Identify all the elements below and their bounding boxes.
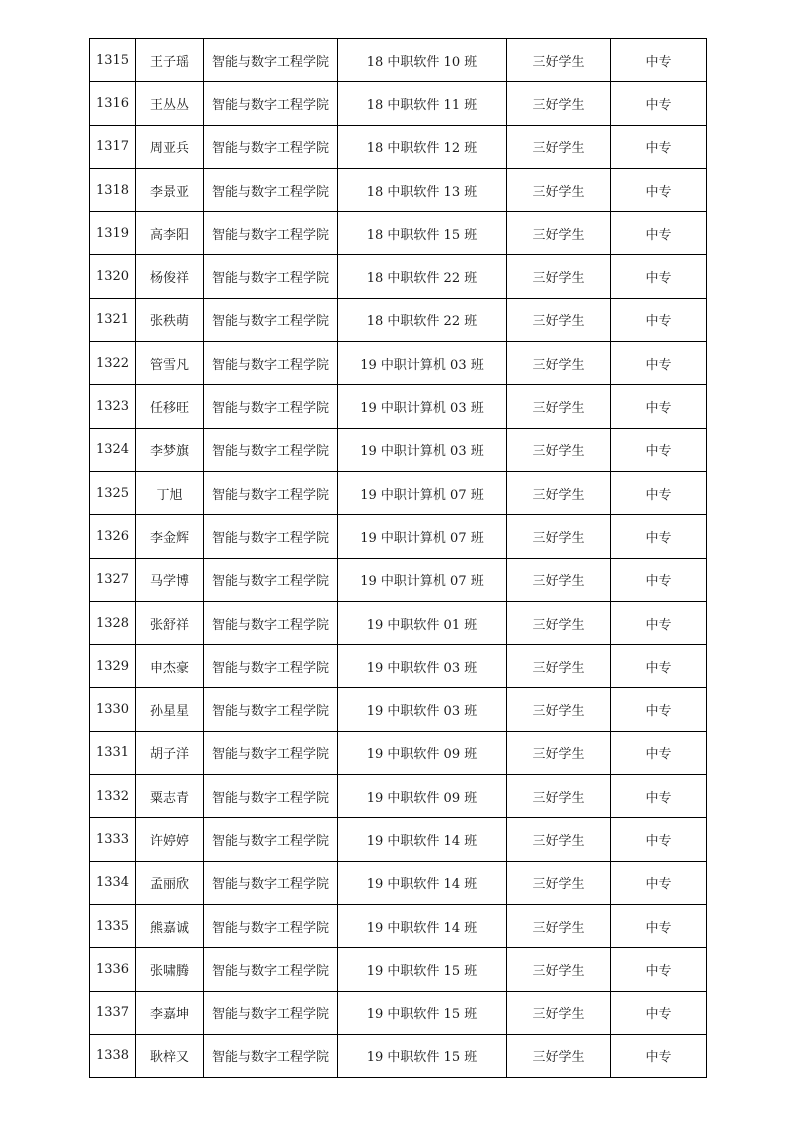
serial-number-cell: 1319 — [90, 212, 136, 255]
table-row — [90, 645, 707, 688]
table-row — [90, 82, 707, 125]
college-cell: 智能与数字工程学院 — [204, 212, 338, 255]
table-row — [90, 385, 707, 428]
college-cell: 智能与数字工程学院 — [204, 428, 338, 471]
college-cell: 智能与数字工程学院 — [204, 168, 338, 211]
student-name-cell: 孙星星 — [136, 688, 204, 731]
award-cell: 三好学生 — [507, 601, 611, 644]
table-row — [90, 818, 707, 861]
serial-number-cell: 1331 — [90, 731, 136, 774]
serial-number-cell: 1315 — [90, 39, 136, 82]
college-cell: 智能与数字工程学院 — [204, 775, 338, 818]
award-cell: 三好学生 — [507, 904, 611, 947]
table-row — [90, 255, 707, 298]
student-name-cell: 孟丽欣 — [136, 861, 204, 904]
level-cell: 中专 — [611, 125, 707, 168]
level-cell: 中专 — [611, 904, 707, 947]
class-cell: 19 中职计算机 03 班 — [338, 428, 507, 471]
table-row — [90, 861, 707, 904]
table-row — [90, 342, 707, 385]
level-cell: 中专 — [611, 471, 707, 514]
level-cell: 中专 — [611, 515, 707, 558]
award-cell: 三好学生 — [507, 342, 611, 385]
student-name-cell: 马学博 — [136, 558, 204, 601]
college-cell: 智能与数字工程学院 — [204, 1034, 338, 1077]
serial-number-cell: 1325 — [90, 471, 136, 514]
serial-number-cell: 1338 — [90, 1034, 136, 1077]
class-cell: 19 中职软件 09 班 — [338, 731, 507, 774]
table-row — [90, 428, 707, 471]
class-cell: 19 中职软件 14 班 — [338, 818, 507, 861]
table-row — [90, 731, 707, 774]
serial-number-cell: 1321 — [90, 298, 136, 341]
serial-number-cell: 1330 — [90, 688, 136, 731]
student-name-cell: 任移旺 — [136, 385, 204, 428]
student-name-cell: 李金辉 — [136, 515, 204, 558]
award-cell: 三好学生 — [507, 991, 611, 1034]
award-cell: 三好学生 — [507, 558, 611, 601]
serial-number-cell: 1317 — [90, 125, 136, 168]
college-cell: 智能与数字工程学院 — [204, 255, 338, 298]
college-cell: 智能与数字工程学院 — [204, 948, 338, 991]
class-cell: 19 中职计算机 07 班 — [338, 558, 507, 601]
level-cell: 中专 — [611, 39, 707, 82]
award-cell: 三好学生 — [507, 731, 611, 774]
student-name-cell: 李景亚 — [136, 168, 204, 211]
award-cell: 三好学生 — [507, 818, 611, 861]
student-name-cell: 胡子洋 — [136, 731, 204, 774]
student-name-cell: 耿梓又 — [136, 1034, 204, 1077]
college-cell: 智能与数字工程学院 — [204, 125, 338, 168]
serial-number-cell: 1332 — [90, 775, 136, 818]
table-row — [90, 515, 707, 558]
award-cell: 三好学生 — [507, 428, 611, 471]
college-cell: 智能与数字工程学院 — [204, 558, 338, 601]
class-cell: 19 中职软件 15 班 — [338, 991, 507, 1034]
class-cell: 19 中职软件 15 班 — [338, 948, 507, 991]
level-cell: 中专 — [611, 818, 707, 861]
level-cell: 中专 — [611, 991, 707, 1034]
class-cell: 19 中职软件 14 班 — [338, 861, 507, 904]
college-cell: 智能与数字工程学院 — [204, 601, 338, 644]
class-cell: 19 中职计算机 07 班 — [338, 471, 507, 514]
class-cell: 19 中职计算机 07 班 — [338, 515, 507, 558]
class-cell: 18 中职软件 12 班 — [338, 125, 507, 168]
class-cell: 18 中职软件 22 班 — [338, 255, 507, 298]
serial-number-cell: 1334 — [90, 861, 136, 904]
student-name-cell: 粟志青 — [136, 775, 204, 818]
student-name-cell: 张舒祥 — [136, 601, 204, 644]
table-row — [90, 904, 707, 947]
table-row — [90, 601, 707, 644]
serial-number-cell: 1318 — [90, 168, 136, 211]
student-name-cell: 张啸腾 — [136, 948, 204, 991]
award-cell: 三好学生 — [507, 298, 611, 341]
student-name-cell: 丁旭 — [136, 471, 204, 514]
class-cell: 18 中职软件 11 班 — [338, 82, 507, 125]
student-name-cell: 熊嘉诚 — [136, 904, 204, 947]
level-cell: 中专 — [611, 645, 707, 688]
serial-number-cell: 1328 — [90, 601, 136, 644]
serial-number-cell: 1326 — [90, 515, 136, 558]
serial-number-cell: 1329 — [90, 645, 136, 688]
award-cell: 三好学生 — [507, 1034, 611, 1077]
class-cell: 19 中职软件 14 班 — [338, 904, 507, 947]
honor-roll-table — [89, 38, 707, 1078]
serial-number-cell: 1327 — [90, 558, 136, 601]
level-cell: 中专 — [611, 255, 707, 298]
table-row — [90, 775, 707, 818]
level-cell: 中专 — [611, 168, 707, 211]
class-cell: 19 中职软件 09 班 — [338, 775, 507, 818]
student-name-cell: 许婷婷 — [136, 818, 204, 861]
table-row — [90, 688, 707, 731]
table-row — [90, 212, 707, 255]
college-cell: 智能与数字工程学院 — [204, 904, 338, 947]
student-name-cell: 张秩萌 — [136, 298, 204, 341]
award-cell: 三好学生 — [507, 125, 611, 168]
college-cell: 智能与数字工程学院 — [204, 645, 338, 688]
table-row — [90, 558, 707, 601]
serial-number-cell: 1333 — [90, 818, 136, 861]
level-cell: 中专 — [611, 558, 707, 601]
student-name-cell: 管雪凡 — [136, 342, 204, 385]
serial-number-cell: 1323 — [90, 385, 136, 428]
student-name-cell: 周亚兵 — [136, 125, 204, 168]
award-cell: 三好学生 — [507, 168, 611, 211]
class-cell: 18 中职软件 10 班 — [338, 39, 507, 82]
table-row — [90, 125, 707, 168]
level-cell: 中专 — [611, 298, 707, 341]
award-cell: 三好学生 — [507, 39, 611, 82]
award-cell: 三好学生 — [507, 688, 611, 731]
student-name-cell: 李梦旗 — [136, 428, 204, 471]
college-cell: 智能与数字工程学院 — [204, 991, 338, 1034]
table-row — [90, 168, 707, 211]
student-name-cell: 王丛丛 — [136, 82, 204, 125]
award-cell: 三好学生 — [507, 515, 611, 558]
student-name-cell: 李嘉坤 — [136, 991, 204, 1034]
level-cell: 中专 — [611, 1034, 707, 1077]
level-cell: 中专 — [611, 342, 707, 385]
table-row — [90, 471, 707, 514]
student-name-cell: 申杰豪 — [136, 645, 204, 688]
college-cell: 智能与数字工程学院 — [204, 515, 338, 558]
class-cell: 19 中职软件 15 班 — [338, 1034, 507, 1077]
level-cell: 中专 — [611, 731, 707, 774]
student-name-cell: 高李阳 — [136, 212, 204, 255]
award-cell: 三好学生 — [507, 385, 611, 428]
serial-number-cell: 1335 — [90, 904, 136, 947]
class-cell: 19 中职软件 03 班 — [338, 688, 507, 731]
award-cell: 三好学生 — [507, 82, 611, 125]
level-cell: 中专 — [611, 385, 707, 428]
level-cell: 中专 — [611, 688, 707, 731]
class-cell: 19 中职软件 01 班 — [338, 601, 507, 644]
class-cell: 18 中职软件 22 班 — [338, 298, 507, 341]
level-cell: 中专 — [611, 428, 707, 471]
student-name-cell: 王子瑶 — [136, 39, 204, 82]
table-row — [90, 298, 707, 341]
award-cell: 三好学生 — [507, 948, 611, 991]
college-cell: 智能与数字工程学院 — [204, 298, 338, 341]
class-cell: 18 中职软件 13 班 — [338, 168, 507, 211]
college-cell: 智能与数字工程学院 — [204, 818, 338, 861]
college-cell: 智能与数字工程学院 — [204, 39, 338, 82]
award-cell: 三好学生 — [507, 775, 611, 818]
class-cell: 19 中职软件 03 班 — [338, 645, 507, 688]
award-cell: 三好学生 — [507, 255, 611, 298]
college-cell: 智能与数字工程学院 — [204, 861, 338, 904]
level-cell: 中专 — [611, 82, 707, 125]
table-row — [90, 991, 707, 1034]
award-cell: 三好学生 — [507, 645, 611, 688]
serial-number-cell: 1322 — [90, 342, 136, 385]
table-row — [90, 1034, 707, 1077]
serial-number-cell: 1337 — [90, 991, 136, 1034]
table-row — [90, 39, 707, 82]
level-cell: 中专 — [611, 212, 707, 255]
level-cell: 中专 — [611, 948, 707, 991]
class-cell: 19 中职计算机 03 班 — [338, 342, 507, 385]
award-cell: 三好学生 — [507, 861, 611, 904]
college-cell: 智能与数字工程学院 — [204, 471, 338, 514]
table-body — [90, 39, 707, 1078]
college-cell: 智能与数字工程学院 — [204, 688, 338, 731]
class-cell: 18 中职软件 15 班 — [338, 212, 507, 255]
award-cell: 三好学生 — [507, 471, 611, 514]
level-cell: 中专 — [611, 601, 707, 644]
table-row — [90, 948, 707, 991]
serial-number-cell: 1316 — [90, 82, 136, 125]
college-cell: 智能与数字工程学院 — [204, 385, 338, 428]
award-cell: 三好学生 — [507, 212, 611, 255]
college-cell: 智能与数字工程学院 — [204, 342, 338, 385]
level-cell: 中专 — [611, 861, 707, 904]
student-name-cell: 杨俊祥 — [136, 255, 204, 298]
serial-number-cell: 1324 — [90, 428, 136, 471]
college-cell: 智能与数字工程学院 — [204, 82, 338, 125]
college-cell: 智能与数字工程学院 — [204, 731, 338, 774]
serial-number-cell: 1336 — [90, 948, 136, 991]
class-cell: 19 中职计算机 03 班 — [338, 385, 507, 428]
level-cell: 中专 — [611, 775, 707, 818]
serial-number-cell: 1320 — [90, 255, 136, 298]
